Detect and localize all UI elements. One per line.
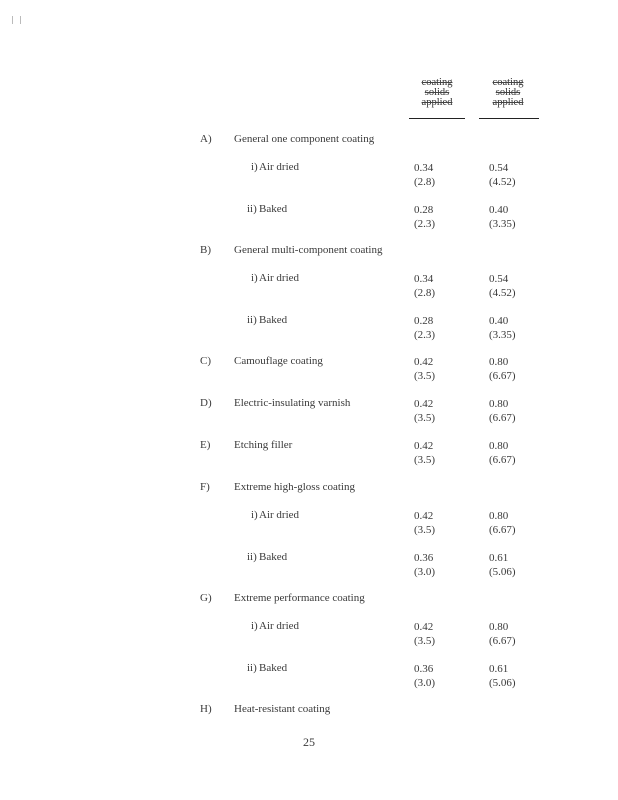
value-cell: (6.67) <box>489 412 516 424</box>
value-cell: (3.35) <box>489 218 516 230</box>
value-cell: 0.40 <box>489 204 509 216</box>
value-cell: 0.40 <box>489 315 509 327</box>
scan-artifact <box>12 16 26 24</box>
subrow-label: Air dried <box>259 272 300 284</box>
value-cell: 0.80 <box>489 356 509 368</box>
subrow-label: Air dried <box>259 620 300 632</box>
row-label: Extreme performance coating <box>234 592 365 604</box>
value-cell: (3.5) <box>414 524 436 536</box>
value-cell: 0.80 <box>489 621 509 633</box>
subrow-number: ii) <box>247 203 257 215</box>
value-cell: (5.06) <box>489 566 516 578</box>
column-header-2-line-2: solids <box>495 87 521 98</box>
value-cell: (5.06) <box>489 677 516 689</box>
value-cell: 0.80 <box>489 440 509 452</box>
value-cell: (2.8) <box>414 176 436 188</box>
value-cell: 0.28 <box>414 315 434 327</box>
column-header-2 <box>477 78 539 108</box>
subrow-number: i) <box>251 509 258 521</box>
value-cell: (3.5) <box>414 454 436 466</box>
value-cell: 0.80 <box>489 510 509 522</box>
subrow-label: Baked <box>259 203 288 215</box>
row-label: Extreme high-gloss coating <box>234 481 355 493</box>
row-label: Camouflage coating <box>234 355 323 367</box>
subrow-number: ii) <box>247 314 257 326</box>
value-cell: 0.34 <box>414 162 434 174</box>
value-cell: 0.34 <box>414 273 434 285</box>
value-cell: 0.54 <box>489 162 509 174</box>
value-cell: (2.3) <box>414 329 436 341</box>
subrow-number: ii) <box>247 551 257 563</box>
row-letter: C) <box>200 355 211 367</box>
value-cell: (4.52) <box>489 176 516 188</box>
value-cell: (3.35) <box>489 329 516 341</box>
value-cell: (6.67) <box>489 635 516 647</box>
value-cell: 0.42 <box>414 440 434 452</box>
subrow-label: Baked <box>259 314 288 326</box>
column-header-1-line-3: applied <box>421 97 453 108</box>
value-cell: (2.8) <box>414 287 436 299</box>
row-letter: F) <box>200 481 210 493</box>
page-number: 25 <box>303 735 315 749</box>
value-cell: (3.5) <box>414 635 436 647</box>
subrow-label: Air dried <box>259 161 300 173</box>
subrow-number: i) <box>251 272 258 284</box>
value-cell: (3.0) <box>414 566 436 578</box>
column-header-1-line-2: solids <box>424 87 450 98</box>
row-label: Etching filler <box>234 439 293 451</box>
row-letter: G) <box>200 592 212 604</box>
row-letter: B) <box>200 244 211 256</box>
value-cell: (3.0) <box>414 677 436 689</box>
subrow-label: Baked <box>259 551 288 563</box>
value-cell: 0.54 <box>489 273 509 285</box>
value-cell: 0.36 <box>414 663 434 675</box>
value-cell: 0.42 <box>414 398 434 410</box>
subrow-label: Baked <box>259 662 288 674</box>
column-header-2-line-1: coating <box>492 77 524 88</box>
value-cell: (2.3) <box>414 218 436 230</box>
value-cell: (6.67) <box>489 454 516 466</box>
value-cell: 0.42 <box>414 621 434 633</box>
subrow-label: Air dried <box>259 509 300 521</box>
value-cell: 0.61 <box>489 552 509 564</box>
value-cell: (6.67) <box>489 524 516 536</box>
header-underline-2 <box>479 118 539 119</box>
value-cell: (6.67) <box>489 370 516 382</box>
value-cell: (3.5) <box>414 412 436 424</box>
value-cell: 0.36 <box>414 552 434 564</box>
column-header-1-line-1: coating <box>421 77 453 88</box>
row-letter: H) <box>200 703 212 715</box>
value-cell: 0.42 <box>414 510 434 522</box>
row-label: General one component coating <box>234 133 375 145</box>
row-letter: D) <box>200 397 212 409</box>
row-letter: A) <box>200 133 212 145</box>
row-label: Heat-resistant coating <box>234 703 331 715</box>
value-cell: (3.5) <box>414 370 436 382</box>
header-underline-1 <box>409 118 465 119</box>
row-letter: E) <box>200 439 211 451</box>
row-label: Electric-insulating varnish <box>234 397 351 409</box>
row-label: General multi-component coating <box>234 244 383 256</box>
subrow-number: ii) <box>247 662 257 674</box>
column-header-2-line-3: applied <box>492 97 524 108</box>
value-cell: 0.61 <box>489 663 509 675</box>
subrow-number: i) <box>251 161 258 173</box>
value-cell: 0.42 <box>414 356 434 368</box>
value-cell: 0.28 <box>414 204 434 216</box>
subrow-number: i) <box>251 620 258 632</box>
value-cell: 0.80 <box>489 398 509 410</box>
value-cell: (4.52) <box>489 287 516 299</box>
column-header-1 <box>406 78 468 108</box>
